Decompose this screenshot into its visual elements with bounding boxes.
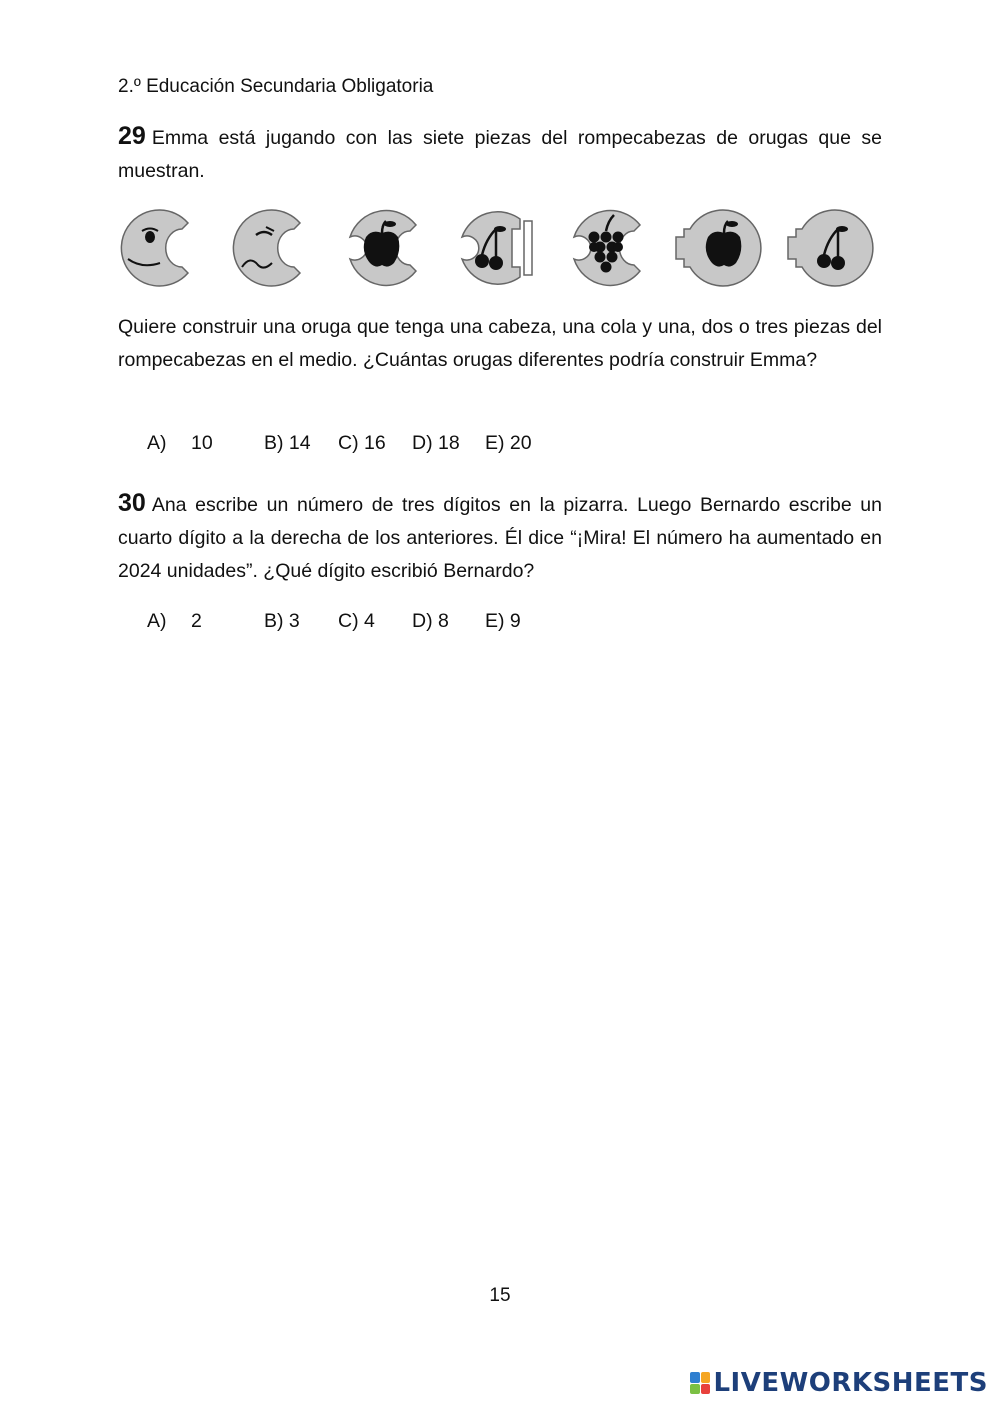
apple-icon (672, 207, 762, 289)
question-30 (118, 487, 882, 588)
answer-b[interactable]: B) 14 (264, 432, 311, 454)
liveworksheets-icon (690, 1372, 710, 1394)
answer-b[interactable]: B) 3 (264, 610, 300, 632)
question-number: 30 (118, 489, 146, 517)
answer-e[interactable]: E) 9 (485, 610, 521, 632)
answer-a-label[interactable]: A) (147, 432, 167, 454)
grapes-icon (560, 207, 646, 289)
frowning-face-icon (232, 207, 308, 289)
cherries-icon (448, 207, 534, 289)
smiling-face-icon (120, 207, 196, 289)
answer-d[interactable]: D) 8 (412, 610, 449, 632)
page-number: 15 (489, 1285, 511, 1306)
question-number: 29 (118, 122, 146, 150)
question-text: Ana escribe un número de tres dígitos en la pizarra. Luego Bernardo escribe un cuarto dígito a la derecha de los anteriores. Él dice “¡Mira! El número ha aumentado en 2024 unidades”. ¿Qué dígito escribió Bernardo? (118, 494, 882, 582)
answer-c[interactable]: C) 16 (338, 432, 386, 454)
question-29-followup: Quiere construir una oruga que tenga una cabeza, una cola y una, dos o tres piezas del rompecabezas en el medio. ¿Cuántas orugas diferentes podría construir Emma? (118, 316, 882, 371)
question-29 (118, 120, 882, 188)
brand-name: LIVEWORKSHEETS (713, 1368, 988, 1398)
answer-a-label[interactable]: A) (147, 610, 167, 632)
question-text: Emma está jugando con las siete piezas del rompecabezas de orugas que se muestran. (118, 127, 882, 182)
cherries-icon (784, 207, 874, 289)
apple-icon (336, 207, 422, 289)
answer-e[interactable]: E) 20 (485, 432, 532, 454)
puzzle-pieces (118, 207, 882, 293)
answer-d[interactable]: D) 18 (412, 432, 460, 454)
answer-a-value[interactable]: 2 (191, 610, 202, 632)
liveworksheets-logo (690, 1368, 988, 1398)
answer-a-value[interactable]: 10 (191, 432, 213, 454)
answer-c[interactable]: C) 4 (338, 610, 375, 632)
page-header: 2.º Educación Secundaria Obligatoria (118, 76, 434, 97)
